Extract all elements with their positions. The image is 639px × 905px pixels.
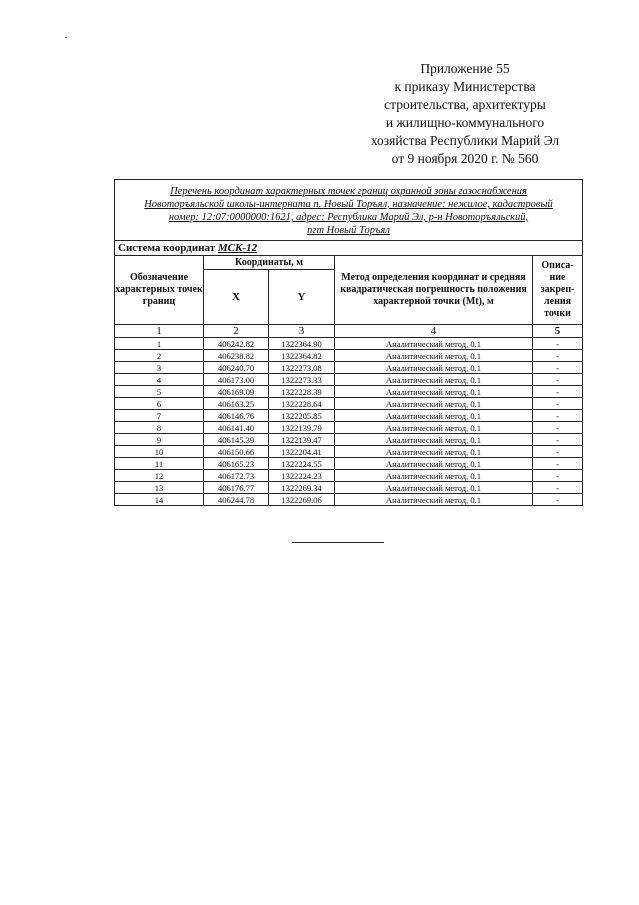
cell-y: 1322269.06 xyxy=(269,494,335,506)
header-line: и жилищно-коммунального xyxy=(385,115,545,130)
cell-x: 406242.82 xyxy=(204,338,269,350)
cell-method: Аналитический метод, 0.1 xyxy=(335,350,533,362)
table-row xyxy=(115,434,583,446)
cell-method: Аналитический метод, 0.1 xyxy=(335,362,533,374)
cell-y: 1322364.82 xyxy=(269,350,335,362)
title-line: Перечень координат характерных точек границ охранной зоны газоснабжения xyxy=(170,186,527,197)
cell-method: Аналитический метод, 0.1 xyxy=(335,422,533,434)
cell-n: 14 xyxy=(115,494,204,506)
title-line: номер: 12:07:0000000:1621, адрес: Республика Марий Эл, р-н Новоторъяльский, xyxy=(168,212,529,223)
cell-n: 3 xyxy=(115,362,204,374)
cell-method: Аналитический метод, 0.1 xyxy=(335,494,533,506)
cell-x: 406145.39 xyxy=(204,434,269,446)
cell-n: 12 xyxy=(115,470,204,482)
cell-n: 1 xyxy=(115,338,204,350)
appendix-header xyxy=(340,60,590,168)
cell-x: 406173.00 xyxy=(204,374,269,386)
cell-n: 5 xyxy=(115,386,204,398)
cell-y: 1322228.64 xyxy=(269,398,335,410)
cell-method: Аналитический метод, 0.1 xyxy=(335,458,533,470)
cell-method: Аналитический метод, 0.1 xyxy=(335,398,533,410)
table-row xyxy=(115,374,583,386)
system-label: Система координат xyxy=(118,242,218,254)
cell-desc: - xyxy=(533,494,583,506)
col-number: 4 xyxy=(335,325,533,338)
cell-method: Аналитический метод, 0.1 xyxy=(335,410,533,422)
cell-y: 1322204.41 xyxy=(269,446,335,458)
col-number: 1 xyxy=(115,325,204,338)
table-row xyxy=(115,446,583,458)
cell-x: 406150.66 xyxy=(204,446,269,458)
cell-y: 1322224.23 xyxy=(269,470,335,482)
table-row xyxy=(115,338,583,350)
table-row xyxy=(115,494,583,506)
header-line: от 9 ноября 2020 г. № 560 xyxy=(391,151,539,166)
cell-method: Аналитический метод, 0.1 xyxy=(335,482,533,494)
cell-desc: - xyxy=(533,338,583,350)
cell-desc: - xyxy=(533,350,583,362)
table-row xyxy=(115,458,583,470)
cell-desc: - xyxy=(533,386,583,398)
header-coords: Координаты, м xyxy=(204,256,335,270)
header-line: к приказу Министерства xyxy=(394,79,536,94)
header-point: Обозначение характерных точек границ xyxy=(115,256,204,325)
col-number: 2 xyxy=(204,325,269,338)
header-x: X xyxy=(204,270,269,325)
cell-x: 406169.09 xyxy=(204,386,269,398)
cell-y: 1322139.79 xyxy=(269,422,335,434)
header-y: Y xyxy=(269,270,335,325)
title-line: пгт Новый Торъял xyxy=(307,225,390,236)
coordinates-table xyxy=(114,179,583,506)
col-number: 3 xyxy=(269,325,335,338)
cell-y: 1322228.39 xyxy=(269,386,335,398)
cell-x: 406163.25 xyxy=(204,398,269,410)
cell-y: 1322273.33 xyxy=(269,374,335,386)
cell-desc: - xyxy=(533,422,583,434)
table-row xyxy=(115,410,583,422)
header-method: Метод определения координат и средняя квадратическая погрешность положения характерной точки (Mt), м xyxy=(335,256,533,325)
system-value: МСК-12 xyxy=(217,242,258,254)
table-row xyxy=(115,398,583,410)
closing-rule xyxy=(292,542,384,543)
cell-method: Аналитический метод, 0.1 xyxy=(335,386,533,398)
table-row xyxy=(115,470,583,482)
coordinate-system xyxy=(115,241,583,256)
cell-y: 1322269.34 xyxy=(269,482,335,494)
cell-y: 1322224.55 xyxy=(269,458,335,470)
cell-n: 11 xyxy=(115,458,204,470)
cell-n: 7 xyxy=(115,410,204,422)
header-line: Приложение 55 xyxy=(420,61,510,76)
scan-speck xyxy=(65,37,67,38)
cell-method: Аналитический метод, 0.1 xyxy=(335,338,533,350)
cell-x: 406240.70 xyxy=(204,362,269,374)
header-line: строительства, архитектуры xyxy=(384,97,546,112)
cell-n: 6 xyxy=(115,398,204,410)
table-row xyxy=(115,386,583,398)
cell-desc: - xyxy=(533,410,583,422)
cell-desc: - xyxy=(533,374,583,386)
cell-x: 406172.73 xyxy=(204,470,269,482)
cell-n: 8 xyxy=(115,422,204,434)
cell-method: Аналитический метод, 0.1 xyxy=(335,374,533,386)
cell-n: 10 xyxy=(115,446,204,458)
title-line: Новоторъяльской школы-интерната п. Новый Торъял, назначение: нежилое, кадастровый xyxy=(144,199,553,210)
cell-x: 406146.76 xyxy=(204,410,269,422)
cell-x: 406244.78 xyxy=(204,494,269,506)
table-row xyxy=(115,482,583,494)
cell-n: 4 xyxy=(115,374,204,386)
cell-method: Аналитический метод, 0.1 xyxy=(335,434,533,446)
cell-desc: - xyxy=(533,362,583,374)
cell-desc: - xyxy=(533,434,583,446)
cell-n: 13 xyxy=(115,482,204,494)
table-row xyxy=(115,422,583,434)
cell-desc: - xyxy=(533,398,583,410)
cell-desc: - xyxy=(533,482,583,494)
cell-y: 1322139.47 xyxy=(269,434,335,446)
cell-desc: - xyxy=(533,470,583,482)
cell-method: Аналитический метод, 0.1 xyxy=(335,470,533,482)
table-row xyxy=(115,350,583,362)
cell-x: 406176.77 xyxy=(204,482,269,494)
table-title xyxy=(115,180,583,241)
cell-n: 9 xyxy=(115,434,204,446)
cell-x: 406238.82 xyxy=(204,350,269,362)
col-number: 5 xyxy=(533,325,583,338)
cell-method: Аналитический метод, 0.1 xyxy=(335,446,533,458)
header-line: хозяйства Республики Марий Эл xyxy=(370,133,560,148)
cell-desc: - xyxy=(533,446,583,458)
cell-x: 406165.23 xyxy=(204,458,269,470)
cell-x: 406141.40 xyxy=(204,422,269,434)
cell-desc: - xyxy=(533,458,583,470)
cell-n: 2 xyxy=(115,350,204,362)
cell-y: 1322273.08 xyxy=(269,362,335,374)
cell-y: 1322364.90 xyxy=(269,338,335,350)
table-row xyxy=(115,362,583,374)
header-desc: Описа- ние закреп- ления точки xyxy=(533,256,583,325)
cell-y: 1322205.85 xyxy=(269,410,335,422)
